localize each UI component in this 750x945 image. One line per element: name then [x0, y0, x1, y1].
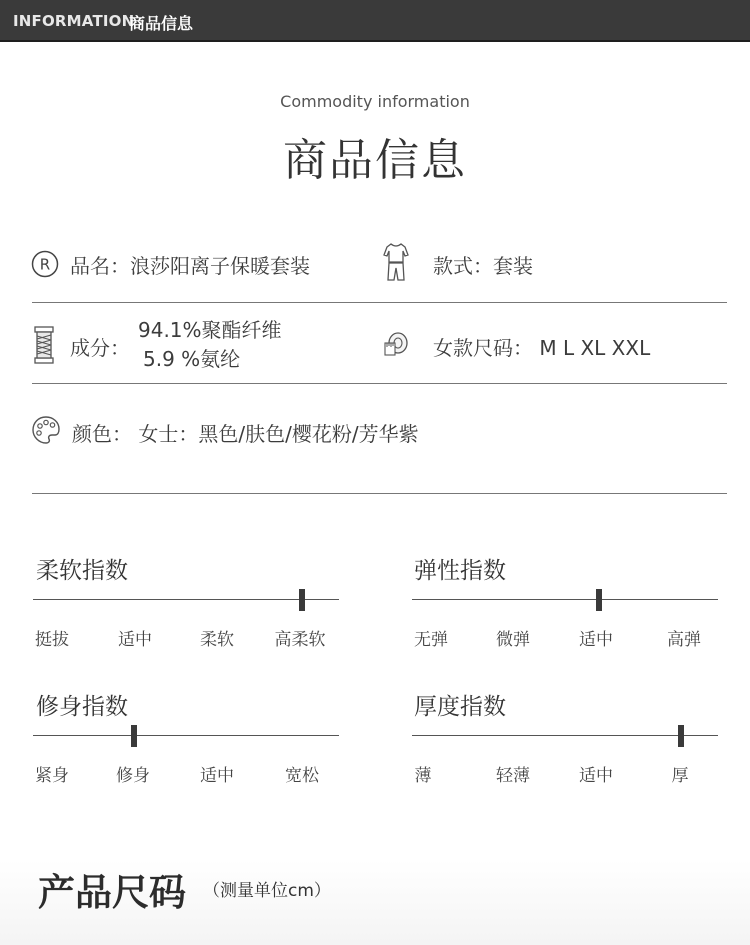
scale-label: 无弹 [414, 630, 448, 650]
scale-label: 微弹 [496, 630, 530, 650]
scale-label: 挺拔 [35, 630, 69, 650]
fabric-spool-icon [34, 326, 54, 364]
product-style: 款式：套装 [433, 254, 533, 278]
divider-1 [32, 302, 727, 303]
scale-marker [131, 725, 137, 747]
color-options: 颜色： 女士：黑色/肤色/樱花粉/芳华紫 [72, 422, 419, 446]
svg-text:R: R [39, 255, 51, 274]
scale-label: 柔软 [200, 630, 234, 650]
scale-title: 弹性指数 [414, 558, 506, 584]
divider-2 [32, 383, 727, 384]
scale-marker [299, 589, 305, 611]
scale-marker [596, 589, 602, 611]
scale-label: 厚 [671, 766, 689, 786]
palette-icon [31, 415, 61, 445]
scale-label: 宽松 [285, 766, 319, 786]
size-options: 女款尺码： M L XL XXL [433, 336, 651, 360]
header-bar [0, 0, 750, 42]
header-chinese-title: 商品信息 [129, 14, 194, 33]
scale-track [412, 735, 718, 736]
scale-track [33, 599, 339, 600]
scale-marker [678, 725, 684, 747]
scale-title: 柔软指数 [36, 558, 128, 584]
measuring-tape-icon [383, 331, 409, 357]
scale-title: 厚度指数 [414, 694, 506, 720]
divider-3 [32, 493, 727, 494]
product-size-title: 产品尺码 [38, 871, 186, 914]
scale-label: 轻薄 [496, 766, 530, 786]
scale-label: 高弹 [667, 630, 701, 650]
composition-line-2: 5.9 %氨纶 [143, 347, 241, 371]
scale-label: 高柔软 [274, 630, 326, 650]
product-name: 品名：浪莎阳离子保暖套装 [70, 254, 310, 278]
composition-line-1: 94.1%聚酯纤维 [138, 318, 282, 342]
composition-label: 成分： [70, 336, 130, 360]
scale-label: 适中 [579, 630, 613, 650]
scale-label: 适中 [118, 630, 152, 650]
scale-label: 适中 [579, 766, 613, 786]
scale-track [33, 735, 339, 736]
scale-label: 适中 [200, 766, 234, 786]
scale-label: 紧身 [35, 766, 69, 786]
clothing-set-icon [382, 242, 410, 282]
scale-label: 薄 [414, 766, 432, 786]
header-english-title: INFORMATION [13, 12, 135, 30]
commodity-title: 商品信息 [283, 135, 467, 186]
scale-title: 修身指数 [36, 694, 128, 720]
scale-track [412, 599, 718, 600]
product-size-unit: （测量单位cm） [203, 881, 331, 901]
registered-icon [31, 250, 59, 278]
scale-label: 修身 [116, 766, 150, 786]
commodity-subtitle: Commodity information [280, 92, 470, 111]
